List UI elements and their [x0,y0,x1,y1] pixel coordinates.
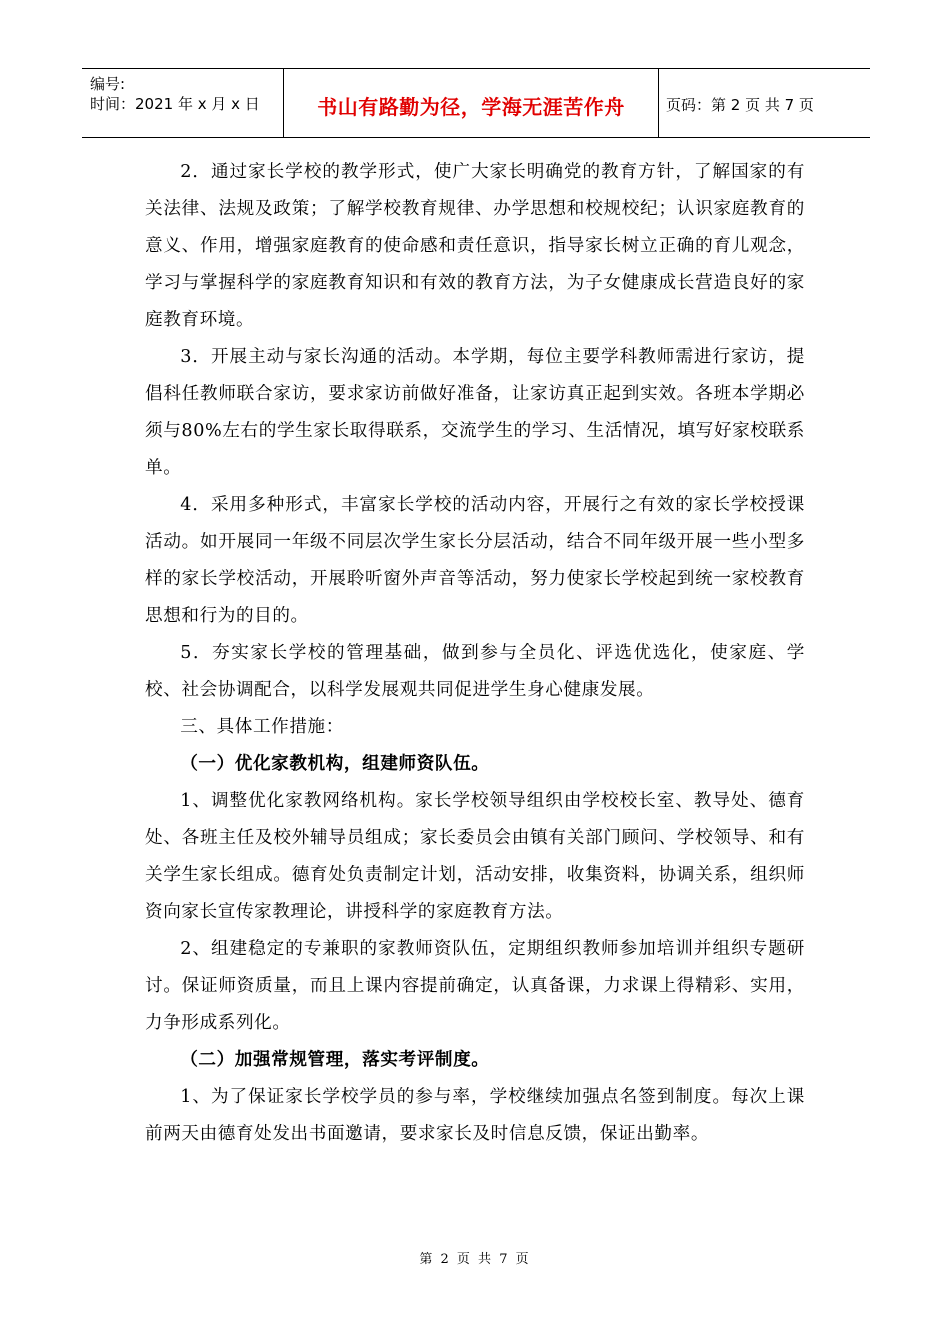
document-time-label: 时间：2021 年 x 月 x 日 [90,95,260,113]
page-header-table [82,68,870,138]
subsection-heading-1: （一）优化家教机构，组建师资队伍。 [180,754,490,774]
paragraph-item-5: 5．夯实家长学校的管理基础，做到参与全员化、评选优选化，使家庭、学校、社会协调配合，以科学发展观共同促进学生身心健康发展。 [145,643,805,700]
section-heading: 三、具体工作措施： [180,717,344,737]
subsection-heading-2: （二）加强常规管理，落实考评制度。 [180,1050,490,1070]
header-motto: 书山有路勤为径，学海无涯苦作舟 [317,95,625,119]
paragraph-measure-1-2: 2、组建稳定的专兼职的家教师资队伍，定期组织教师参加培训并组织专题研讨。保证师资质量，而且上课内容提前确定，认真备课，力求课上得精彩、实用，力争形成系列化。 [145,939,805,1033]
header-motto-cell [283,69,659,137]
header-page-number: 页码：第 2 页 共 7 页 [666,96,814,114]
paragraph-item-4: 4．采用多种形式，丰富家长学校的活动内容，开展行之有效的家长学校授课活动。如开展同一年级不同层次学生家长分层活动，结合不同年级开展一些小型多样的家长学校活动，开展聆听窗外声音等活动，努力使家长学校起到统一家校教育思想和行为的目的。 [145,495,805,626]
header-meta-cell [82,69,282,137]
paragraph-measure-2-1: 1、为了保证家长学校学员的参与率，学校继续加强点名签到制度。每次上课前两天由德育处发出书面邀请，要求家长及时信息反馈，保证出勤率。 [145,1087,805,1144]
paragraph-measure-1-1: 1、调整优化家教网络机构。家长学校领导组织由学校校长室、教导处、德育处、各班主任及校外辅导员组成；家长委员会由镇有关部门顾问、学校领导、和有关学生家长组成。德育处负责制定计划，活动安排，收集资料，协调关系，组织师资向家长宣传家教理论，讲授科学的家庭教育方法。 [145,791,805,922]
document-number-label: 编号: [90,75,126,93]
header-page-cell [658,69,870,137]
document-body [145,154,805,1153]
paragraph-item-3: 3．开展主动与家长沟通的活动。本学期，每位主要学科教师需进行家访，提倡科任教师联合家访，要求家访前做好准备，让家访真正起到实效。各班本学期必须与80%左右的学生家长取得联系，交流学生的学习、生活情况，填写好家校联系单。 [145,347,805,478]
page-footer: 第 2 页 共 7 页 [419,1252,531,1267]
paragraph-item-2: 2．通过家长学校的教学形式，使广大家长明确党的教育方针，了解国家的有关法律、法规及政策；了解学校教育规律、办学思想和校规校纪；认识家庭教育的意义、作用，增强家庭教育的使命感和责任意识，指导家长树立正确的育儿观念，学习与掌握科学的家庭教育知识和有效的教育方法，为子女健康成长营造良好的家庭教育环境。 [145,162,805,330]
